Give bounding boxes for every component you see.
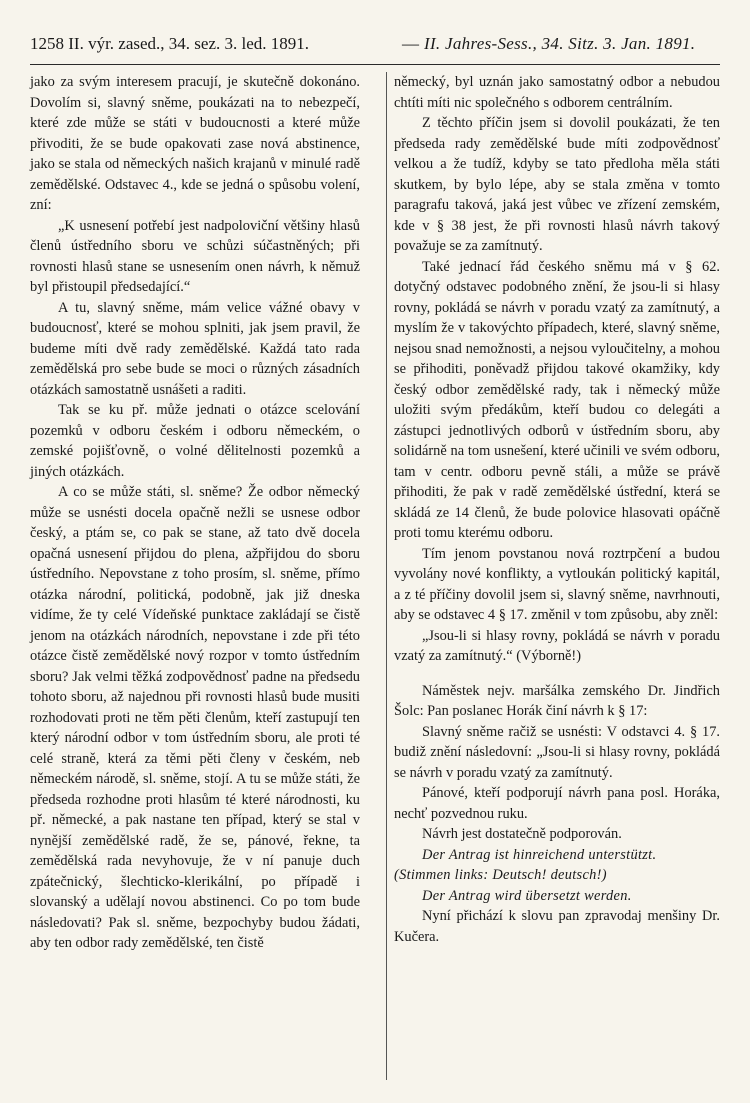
- header-left: 1258 II. výr. zased., 34. sez. 3. led. 1891.: [30, 34, 310, 53]
- header-rule: [30, 64, 720, 65]
- paragraph: Z těchto příčin jsem si dovolil poukázati, že ten předseda rady zemědělské bude míti zodpovědnosť velkou a že tudíž, kdyby se tato předloha měla státi skutkem, by bylo lépe, aby se stala změna v tomto paragrafu taková, jaká jest vůbec ve zřízení zemském, kde v § 38 jest, že při rovnosti hlasů návrh takový považuje se za zamítnutý.: [394, 115, 720, 254]
- paragraph: A co se může státi, sl. sněme? Že odbor německý může se usnésti docela opačně nežli se usnese odbor český, a ptám se, co pak se stane, až tato dvě docela opačná usnesení přijdou do plena, ažpřijdou do sboru ústředního. Nepovstane z toho prosím, sl. sněme, přímo otázka národní, politická, podobně, jak již dneska vidíme, že ty celé Vídeňské punktace zakládají se čistě jenom na otázkách národních, nepovstane i zde při této otázce čistě zemědělské nový rozpor v tomto ústředním sboru? Jak velmi těžká zodpovědnosť padne na předsedu tohoto sboru, až najednou při rovnosti hlasů bude musiti rozhodovati proti ne těm pěti členům, kteří zastupují ten který národní odbor v tom ústředním sboru, ale proti té celé straně, která za těmi pěti členy v českém, neb německém národě, sl. sněme, stojí. A tu se může státi, že předseda rozhodne proti hlasům té které národnosti, ku př. německé, a pak nastane ten případ, který se stal v nynější zemědělské radě, že se, pánové, řekne, ta zemědělská rada nevyhovuje, že v ní panuje duch zpátečnický, šlechticko-klerikální, po případě i slovanský a udělají novou abstinenci. Co po tom bude následovati? Pak sl. sněme, bezpochyby budou žádati, aby ten odbor rady zemědělské, ten čistě: [30, 484, 360, 951]
- paragraph: A tu, slavný sněme, mám velice vážné obavy v budoucnosť, které se mohou splniti, jak jsem pravil, že budeme míti dvě rady zemědělské. Každá tato rada zemědělská pro sebe bude se moci o různých zásadních otázkách samostatně usnášeti a raditi.: [30, 299, 360, 398]
- german-line: Der Antrag wird übersetzt werden.: [422, 887, 632, 904]
- paragraph: jako za svým interesem pracují, je skutečně dokonáno. Dovolím si, slavný sněme, poukázati na to nebezpečí, které zde může se státi v budoucnosti a které může přivoditi, že se bude opakovati zase nová abstinence, jako se stala od německých našich krajanů v minulé radě zemědělské. Odstavec 4., kde se jedná o spůsobu volení, zní:: [30, 74, 360, 213]
- paragraph: Tím jenom povstanou nová roztrpčení a budou vyvolány nové konflikty, a vytloukán politický kapitál, a z té příčiny dovolil jsem si, slavný sněme, navrhnouti, aby se odstavec 4 § 17. změnil v tom způsobu, aby zněl:: [394, 545, 720, 623]
- paragraph: Nyní přichází k slovu pan zpravodaj menšiny Dr. Kučera.: [394, 908, 720, 945]
- paragraph: Pánové, kteří podporují návrh pana posl. Horáka, nechť pozvednou ruku.: [394, 785, 720, 822]
- right-column: [394, 72, 720, 947]
- paragraph: Také jednací řád českého sněmu má v § 62. dotyčný odstavec podobného znění, že jsou-li si hlasy rovny, pokládá se návrh v poradu vzatý za zamítnutý, a myslím že v takovýchto případech, které, slavný sněme, nejsou snad nemožnosti, a nejsou vyloučitelny, a mohou se přihoditi, poněvadž přijdou takové okamžiky, kdy český odbor zemědělské rady, tak i německý může uložiti svým předákům, kteří budou co delegáti a zástupci jednotlivých odborů v ústředním sboru, aby solidárně na tom usnešení, které učinili ve svém odboru, tam v centr. odboru pevně stáli, a může se právě přihoditi, že pak v radě zemědělské ústřední, která se skládá ze 14 členů, že bude polovice hlasovati opáčně proti tomu kterému odboru.: [394, 258, 720, 541]
- german-line: Der Antrag ist hinreichend unterstützt.: [422, 846, 657, 863]
- speaker-paragraph: Náměstek nejv. maršálka zemského Dr. Jindřich Šolc: Pan poslanec Horák činí návrh k § 17:: [394, 682, 720, 719]
- paragraph: Návrh jest dostatečně podporován.: [422, 826, 622, 842]
- paragraph: Slavný sněme račiž se usnésti: V odstavci 4. § 17. budiž znění následovní: „Jsou-li si hlasy rovny, pokládá se návrh v poradu vzatý za zamítnutý.: [394, 723, 720, 781]
- paragraph: Tak se ku př. může jednati o otázce scelování pozemků v odboru českém i odboru německém, o zemské pojišťovně, o volné dělitelnosti pozemků a jiných otázkách.: [30, 402, 360, 480]
- header-right: II. Jahres-Sess., 34. Sitz. 3. Jan. 1891.: [424, 34, 696, 53]
- page-header: [30, 34, 720, 56]
- header-dash: —: [402, 34, 419, 53]
- column-divider: [386, 72, 387, 1080]
- left-column: [30, 72, 360, 954]
- paragraph: německý, byl uznán jako samostatný odbor a nebudou chtíti míti nic společného s odborem centrálním.: [394, 74, 720, 111]
- paragraph-quote: „K usnesení potřebí jest nadpoloviční většiny hlasů členů ústředního sboru ve schůzi súčastněných; při rovnosti hlasů stane se usnesením onen návrh, k němuž byl přistoupil předsedající.“: [30, 217, 360, 295]
- paragraph-quote: „Jsou-li si hlasy rovny, pokládá se návrh v poradu vzatý za zamítnutý.“ (Výborně!): [394, 627, 720, 664]
- german-line: (Stimmen links: Deutsch! deutsch!): [394, 867, 607, 883]
